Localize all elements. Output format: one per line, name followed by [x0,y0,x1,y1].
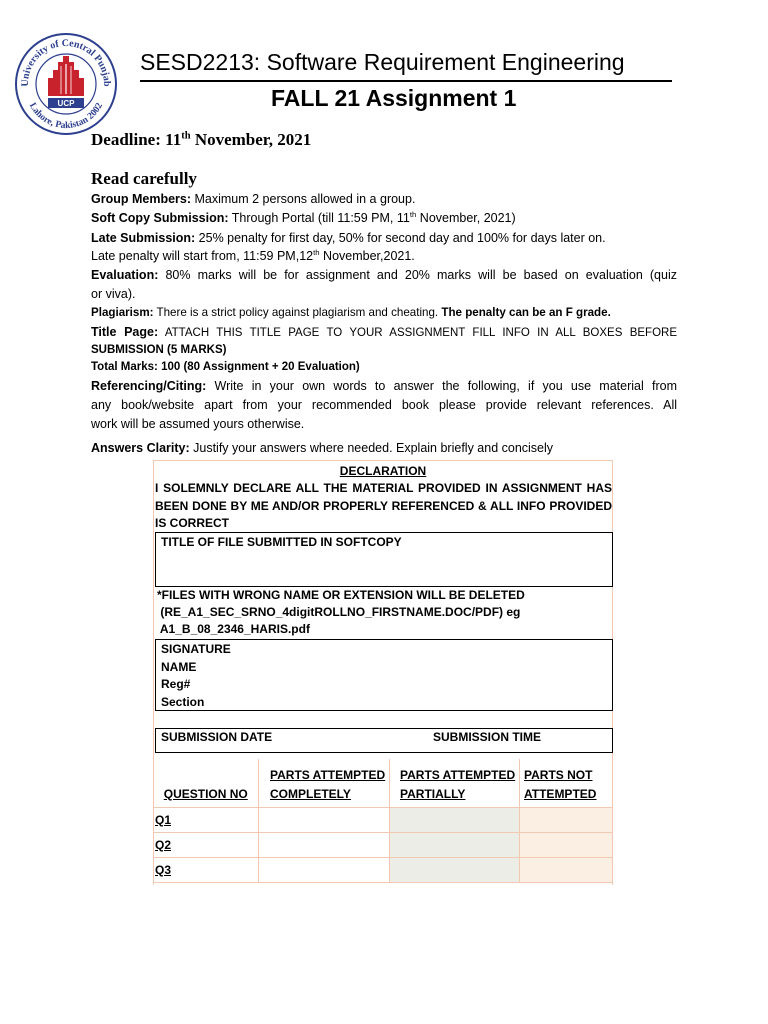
submission-date-label: SUBMISSION DATE [161,730,273,744]
logo-ring-text-bottom: Lahore, Pakistan 2002 [26,101,106,132]
section-label: Section [161,694,205,709]
name-label: NAME [161,659,197,674]
question-label: Q1 [154,807,259,832]
rule-title-page: Title Page: ATTACH THIS TITLE PAGE TO YOUR ASSIGNMENT FILL INFO IN ALL BOXES BEFORE [91,325,677,339]
rule-answers-clarity: Answers Clarity: Justify your answers where needed. Explain briefly and concisely [91,441,554,455]
completely-cell[interactable] [259,807,390,832]
completely-cell[interactable] [259,832,390,857]
header-attempted-partially: PARTS ATTEMPTED PARTIALLY [400,767,516,801]
rule-referencing-cont: any book/website apart from your recommended book please provide relevant references. All [91,398,677,412]
university-logo [14,32,118,136]
partially-cell[interactable] [390,807,520,832]
not-attempted-cell[interactable] [520,857,613,882]
files-naming-note: *FILES WITH WRONG NAME OR EXTENSION WILL BE DELETED (RE_A1_SEC_SRNO_4digitROLLNO_FIRSTNAME.DOC/PDF) eg A1_B_08_2346_HARIS.pdf [157,588,525,636]
signature-label: SIGNATURE [161,642,231,656]
partially-cell[interactable] [390,832,520,857]
deadline: Deadline: 11th November, 2021 [91,130,312,149]
title-of-file-label: TITLE OF FILE SUBMITTED IN SOFTCOPY [161,535,402,549]
rule-plagiarism: Plagiarism: There is a strict policy against plagiarism and cheating. The penalty can be an F grade. [91,306,611,319]
header-question-no: QUESTION NO [163,786,248,801]
declaration-text: I SOLEMNLY DECLARE ALL THE MATERIAL PROVIDED IN ASSIGNMENT HAS BEEN DONE BY ME AND/OR PROPERLY REFERENCED & ALL INFO PROVIDED IS CORRECT [155,481,612,530]
table-row [154,807,613,832]
rule-group-members: Group Members: Maximum 2 persons allowed in a group. [91,192,416,206]
reg-label: Reg# [161,677,191,691]
table-row [154,857,613,882]
rule-evaluation-cont: or viva). [91,287,136,301]
course-title: SESD2213: Software Requirement Engineering [140,49,625,75]
read-carefully-heading: Read carefully [91,169,197,188]
header-divider [140,80,672,82]
rule-late-submission: Late Submission: 25% penalty for first day, 50% for second day and 100% for days later on. [91,231,606,245]
signature-labels [161,641,231,711]
not-attempted-cell[interactable] [520,807,613,832]
rule-softcopy: Soft Copy Submission: Through Portal (till 11:59 PM, 11th November, 2021) [91,209,516,225]
submission-time-label: SUBMISSION TIME [433,730,542,744]
rule-evaluation: Evaluation: 80% marks will be for assignment and 20% marks will be based on evaluation (quiz [91,268,677,282]
rule-title-page-cont: SUBMISSION (5 MARKS) [91,344,227,356]
logo-badge: UCP [57,99,75,108]
completely-cell[interactable] [259,857,390,882]
partially-cell[interactable] [390,857,520,882]
header-not-attempted: PARTS NOT ATTEMPTED [524,767,597,801]
parts-table [153,759,613,883]
rule-total-marks: Total Marks: 100 (80 Assignment + 20 Evaluation) [91,361,360,373]
rule-late-penalty: Late penalty will start from, 11:59 PM,12th November,2021. [91,247,415,263]
declaration-heading: DECLARATION [339,464,427,478]
header-attempted-completely: PARTS ATTEMPTED COMPLETELY [270,767,386,801]
rule-referencing: Referencing/Citing: Write in your own words to answer the following, if you use material from [91,379,677,393]
table-row [154,832,613,857]
not-attempted-cell[interactable] [520,832,613,857]
question-label: Q2 [154,832,259,857]
parts-table-header [154,759,613,807]
question-label: Q3 [154,857,259,882]
logo-ring-text-top: University of Central Punjab [19,37,113,87]
rule-referencing-cont2: work will be assumed yours otherwise. [91,417,305,431]
assignment-title: FALL 21 Assignment 1 [271,85,517,111]
